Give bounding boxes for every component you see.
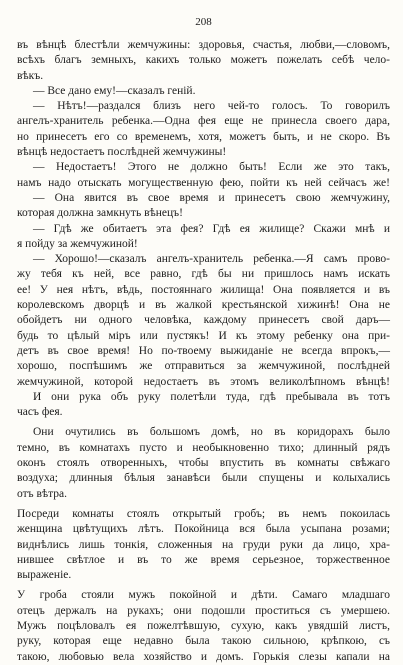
text-line: женщина цвѣтущихъ лѣтъ. Покойница вся была усыпана розами; xyxy=(17,523,390,536)
text-line: вѣкъ. xyxy=(17,69,44,82)
text-line: — Гдѣ же обитаетъ эта фея? Гдѣ ея жилище? Скажи мнѣ и xyxy=(33,222,390,235)
text-line: всѣхъ благъ земныхъ, какихъ только можетъ пожелать себѣ чело- xyxy=(17,54,390,67)
text-line: Они очутились въ большомъ домѣ, но въ коридорахъ было xyxy=(33,426,390,439)
text-line: детъ въ свое время! Но по-твоему выжиданіе не всегда впрокъ,— xyxy=(17,344,390,357)
text-line: нившее свѣтлое и въ то же время серьезное, торжественное xyxy=(17,553,390,566)
text-line: — Хорошо!—сказалъ ангелъ-хранитель ребенка.—Я самъ прово- xyxy=(33,253,390,266)
text-line: королевскомъ дворцѣ и въ жалкой крестьянской хижинѣ! Она не xyxy=(17,299,390,312)
text-line: въ вѣнцѣ блестѣли жемчужины: здоровья, счастья, любви,—словомъ, xyxy=(17,39,390,51)
text-line: руку, которая еще недавно была такою сильною, крѣпкою, съ xyxy=(17,635,390,648)
text-line: такою, любовью вела хозяйство и домъ. Горькія слезы капали на xyxy=(17,650,390,663)
text-line: отецъ держалъ на рукахъ; они подошли проститься съ умершею. xyxy=(17,604,390,617)
text-line: ангелъ-хранитель ребенка.—Одна фея еще не принесла своего дара, xyxy=(17,115,390,128)
text-line: жу тебя къ ней, все равно, гдѣ бы ни пришлось намъ искать xyxy=(17,268,390,281)
text-line: У гроба стояли мужъ покойной и дѣти. Самаго младшаго xyxy=(17,589,390,602)
text-line: — Нѣтъ!—раздался близъ него чей-то голосъ. То говорилъ xyxy=(33,100,390,113)
text-line: виднѣлись лишь тонкія, сложенныя на груди руки да лицо, хра- xyxy=(17,538,390,551)
text-line: И они рука объ руку полетѣли туда, гдѣ пребывала въ тотъ xyxy=(33,390,390,403)
body-text xyxy=(17,38,390,665)
text-line: которая должна замкнуть вѣнецъ! xyxy=(17,207,183,220)
text-line: отъ вѣтра. xyxy=(17,487,68,500)
text-line: выраженіе. xyxy=(17,569,72,582)
text-line: — Она явится въ свое время и принесетъ свою жемчужину, xyxy=(33,191,390,204)
text-line: я пойду за жемчужиной! xyxy=(17,237,138,250)
text-line: — Недостаетъ! Этого не должно быть! Если же это такъ, xyxy=(33,161,390,174)
text-line: оконъ стоялъ отворенныхъ, чтобы впустить въ комнаты свѣжаго xyxy=(17,457,390,470)
text-line: темно, въ комнатахъ пусто и необыкновенно тихо; длинный рядъ xyxy=(17,441,390,454)
text-line: будь то цѣлый міръ или пустякъ! И къ этому ребенку она при- xyxy=(17,329,390,342)
text-line: вѣнцѣ недостаетъ послѣдней жемчужины! xyxy=(17,146,227,159)
text-line: обойдетъ ни одного человѣка, каждому принесетъ свой даръ— xyxy=(17,314,390,327)
text-line: ее! У нея нѣтъ, вѣдь, постояннаго жилища! Она появляется и въ xyxy=(17,283,390,296)
text-line: но принесетъ его со временемъ, хотя, можетъ быть, и не скоро. Въ xyxy=(17,130,390,143)
text-line: Мужъ поцѣловалъ ея пожелтѣвшую, сухую, какъ увядшій листъ, xyxy=(17,619,390,632)
text-line: намъ надо отыскать могущественную фею, пойти къ ней сейчасъ же! xyxy=(17,176,390,189)
text-line: воздуха; длинныя бѣлыя занавѣси были спущены и колыхались xyxy=(17,472,390,485)
text-line: часъ фея. xyxy=(17,406,63,419)
text-line: жемчужиной, которой недостаетъ въ этомъ великолѣпномъ вѣнцѣ! xyxy=(17,375,390,388)
text-line: хорошо, поспѣшимъ же отправиться за жемчужиной, послѣдней xyxy=(17,360,390,373)
text-line: Посреди комнаты стоялъ открытый гробъ; въ немъ покоилась xyxy=(17,507,390,520)
text-line: — Все дано ему!—сказалъ геній. xyxy=(33,84,196,97)
page-number: 208 xyxy=(195,16,212,28)
